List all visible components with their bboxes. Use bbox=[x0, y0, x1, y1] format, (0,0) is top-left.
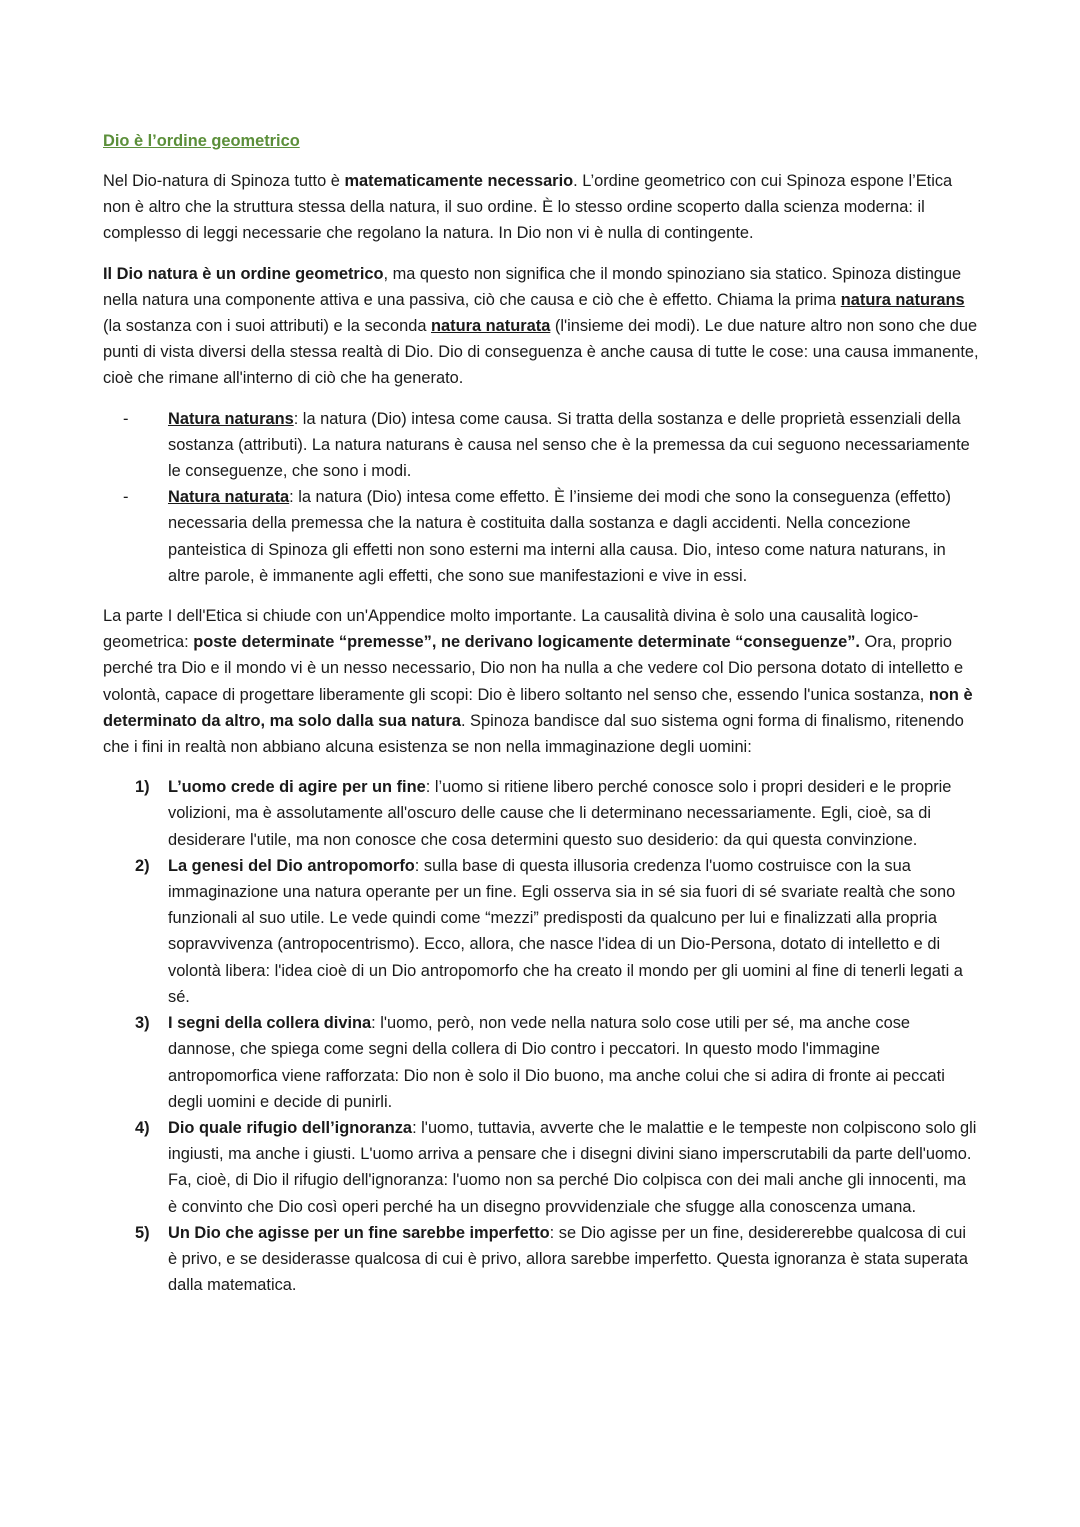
list-term: L’uomo crede di agire per un fine bbox=[168, 778, 426, 797]
list-text: : l'uomo, però, non vede nella natura solo cose utili per sé, ma anche cose dannose, che spiega come segni della collera di Dio contro i peccatori. In questo modo l'immagine antropomorfica viene rafforzata: Dio non è solo il Dio buono, ma anche colui che si adira di fronte ai peccati degli uomini e decide di punirli. bbox=[168, 1014, 945, 1111]
list-text: : sulla base di questa illusoria credenza l'uomo costruisce con la sua immaginazione una natura operante per un fine. Egli osserva sia in sé sia fuori di sé svariate realtà che sono funzionali al suo utile. Le vede quindi come “mezzi” predisposti da qualcuno per lui e finalizzati alla propria sopravvivenza (antropocentrismo). Ecco, allora, che nasce l'idea di un Dio-Persona, dotato di intelletto e di volontà libera: l'idea cioè di un Dio antropomorfo che ha creato il mondo per gli uomini al fine di tenerli legati a sé. bbox=[168, 856, 963, 1006]
paragraph-appendice bbox=[103, 603, 979, 760]
list-term: Dio quale rifugio dell’ignoranza bbox=[168, 1118, 413, 1137]
list-text: : se Dio agisse per un fine, desidererebbe qualcosa di cui è privo, e se desiderasse qualcosa di cui è privo, allora sarebbe imperfetto. Questa ignoranza è stata superata dalla matematica. bbox=[168, 1223, 968, 1295]
numbered-list bbox=[103, 774, 979, 1298]
list-term: Natura naturans bbox=[168, 409, 294, 428]
bold-phrase: Il Dio natura è un ordine geometrico bbox=[103, 264, 384, 283]
list-marker: 1) bbox=[135, 778, 150, 797]
list-text: : l'uomo, tuttavia, avverte che le malattie e le tempeste non colpiscono solo gli ingiusti, ma anche i giusti. L'uomo arriva a pensare che i disegni divini siano imperscrutabili da parte dell'uomo. Fa, cioè, di Dio il rifugio dell'ignoranza: l'uomo non sa perché Dio colpisca con dei mali anche gli innocenti, ma è convinto che Dio così operi perché ha un disegno provvidenziale che sfugge alla conoscenza umana. bbox=[168, 1118, 977, 1216]
list-marker: 4) bbox=[135, 1118, 150, 1137]
list-item bbox=[103, 853, 979, 1010]
list-marker: 2) bbox=[135, 856, 150, 875]
paragraph-text: (la sostanza con i suoi attributi) e la seconda bbox=[103, 317, 431, 336]
paragraph-text: Nel Dio-natura di Spinoza tutto è bbox=[103, 172, 345, 190]
list-marker: - bbox=[123, 409, 129, 428]
paragraph-text: La parte I dell'Etica si chiude con un'Appendice molto importante. La causalità divina è solo una causalità logico-geometrica: bbox=[103, 607, 919, 652]
list-item bbox=[103, 774, 979, 853]
list-term: Natura naturata bbox=[168, 488, 290, 507]
paragraph-text: . L’ordine geometrico con cui Spinoza espone l’Etica non è altro che la struttura stessa della natura, il suo ordine. È lo stesso ordine scoperto dalla scienza moderna: il complesso di leggi necessarie che regolano la natura. In Dio non vi è nulla di contingente. bbox=[103, 172, 953, 243]
list-marker: - bbox=[123, 488, 129, 507]
list-item bbox=[103, 484, 979, 589]
term-natura-naturans: natura naturans bbox=[840, 290, 965, 309]
bold-phrase: non è determinato da altro, ma solo dalla sua natura bbox=[103, 685, 973, 730]
paragraph-text: . Spinoza bandisce dal suo sistema ogni forma di finalismo, ritenendo che i fini in realtà non abbiano alcuna esistenza se non nella immaginazione degli uomini: bbox=[103, 711, 964, 757]
list-term: La genesi del Dio antropomorfo bbox=[168, 856, 415, 875]
paragraph-natura bbox=[103, 261, 979, 392]
list-text: : la natura (Dio) intesa come causa. Si tratta della sostanza e delle proprietà essenziali della sostanza (attributi). La natura naturans è causa nel senso che è la premessa da cui seguono necessariamente le conseguenze, che sono i modi. bbox=[168, 409, 970, 481]
term-natura-naturata: natura naturata bbox=[431, 317, 551, 336]
dash-list bbox=[103, 406, 979, 589]
list-text: : l’uomo si ritiene libero perché conosce solo i propri desideri e le proprie volizioni, ma è assolutamente all'oscuro delle cause che li determinano necessariamente. Egli, cioè, sa di desiderare l'utile, ma non conosce che cosa determini questo suo desiderio: da qui questa convinzione. bbox=[168, 778, 952, 849]
list-marker: 5) bbox=[135, 1223, 150, 1242]
paragraph-text: Ora, proprio perché tra Dio e il mondo vi è un nesso necessario, Dio non ha nulla a che vedere col Dio persona dotato di intelletto e volontà, capace di progettare liberamente gli scopi: Dio è libero soltanto nel senso che, essendo l'unica sostanza, bbox=[103, 633, 964, 704]
list-text: : la natura (Dio) intesa come effetto. È l’insieme dei modi che sono la conseguenza (effetto) necessaria della premessa che la natura è costituita dalla sostanza e dagli accidenti. Nella concezione panteistica di Spinoza gli effetti non sono esterni ma interni alla causa. Dio, inteso come natura naturans, in altre parole, è immanente agli effetti, che sono sue manifestazioni e vive in essi. bbox=[168, 488, 951, 585]
list-marker: 3) bbox=[135, 1014, 150, 1033]
paragraph-intro bbox=[103, 168, 979, 247]
bold-phrase: poste determinate “premesse”, ne derivano logicamente determinate “conseguenze”. bbox=[193, 633, 860, 652]
paragraph-text: , ma questo non significa che il mondo spinoziano sia statico. Spinoza distingue nella natura una componente attiva e una passiva, ciò che causa e ciò che è effetto. Chiama la prima bbox=[103, 264, 962, 309]
list-term: I segni della collera divina bbox=[168, 1014, 372, 1033]
list-item bbox=[103, 1220, 979, 1299]
list-item bbox=[103, 406, 979, 485]
section-title: Dio è l’ordine geometrico bbox=[103, 132, 300, 150]
bold-phrase: matematicamente necessario bbox=[344, 172, 574, 190]
paragraph-text: (l'insieme dei modi). Le due nature altro non sono che due punti di vista diversi della stessa realtà di Dio. Dio di conseguenza è anche causa di tutte le cose: una causa immanente, cioè che rimane all'interno di ciò che ha generato. bbox=[103, 317, 979, 388]
list-item bbox=[103, 1010, 979, 1115]
document-page bbox=[103, 128, 979, 1298]
list-term: Un Dio che agisse per un fine sarebbe imperfetto bbox=[168, 1223, 550, 1242]
list-item bbox=[103, 1115, 979, 1220]
